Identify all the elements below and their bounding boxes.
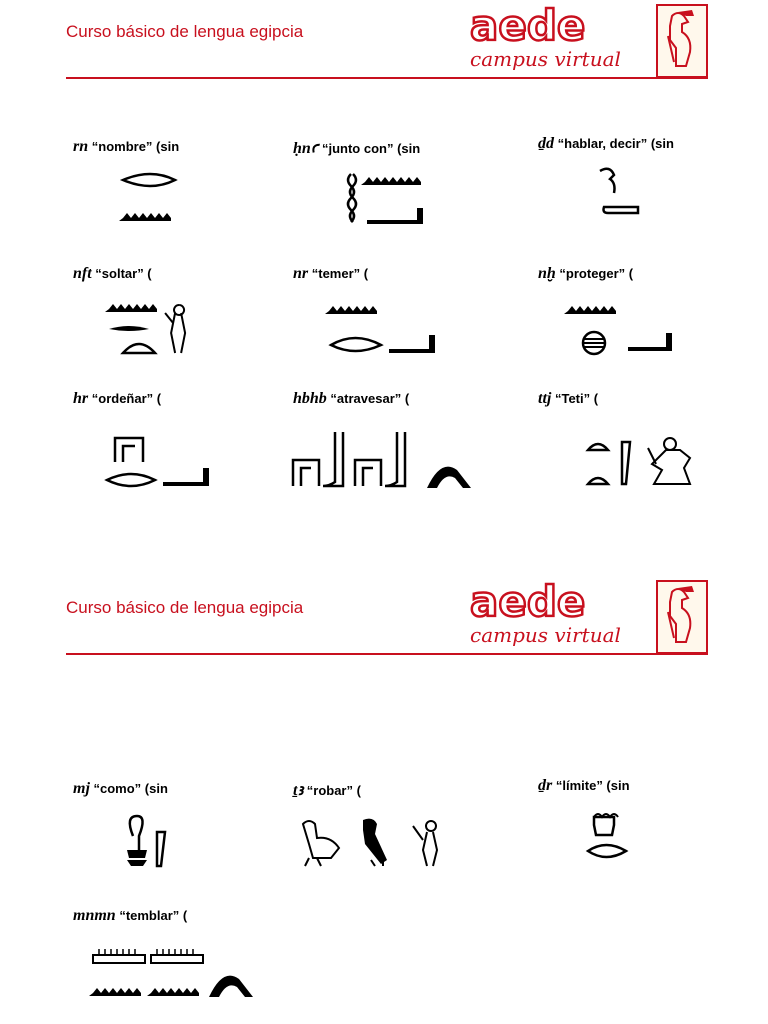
transliteration: nḫ — [538, 265, 556, 282]
transliteration: mnmn — [73, 907, 116, 924]
transliteration: rn — [73, 138, 89, 155]
vocab-entry — [293, 138, 493, 248]
gloss: “atravesar” ( — [330, 391, 410, 406]
gloss: “soltar” ( — [95, 266, 152, 281]
page-header-1 — [0, 0, 768, 80]
gloss: “temer” ( — [311, 266, 369, 281]
vocab-entry — [293, 390, 493, 500]
hieroglyph-group-icon — [73, 160, 213, 240]
vocab-entry — [538, 265, 738, 375]
page-header-2 — [0, 576, 768, 656]
aede-logo — [470, 0, 650, 70]
hieroglyph-group-icon — [293, 160, 433, 240]
logo-main-text: aede — [470, 1, 586, 50]
vocab-entry — [538, 135, 738, 245]
hieroglyph-group-icon — [293, 287, 433, 367]
transliteration: ṯꜣ — [293, 782, 304, 799]
vocab-entry — [293, 265, 493, 375]
transliteration: ttj — [538, 390, 552, 407]
header-title: Curso básico de lengua egipcia — [66, 598, 304, 617]
hieroglyph-group-icon — [73, 287, 213, 367]
gloss: “límite” (sin — [555, 778, 630, 793]
transliteration: nft — [73, 265, 92, 282]
transliteration: ḏr — [538, 777, 553, 794]
hieroglyph-group-icon — [293, 412, 493, 502]
transliteration: hbhb — [293, 390, 327, 407]
scribe-logo-icon — [656, 580, 708, 654]
scribe-logo-icon — [656, 4, 708, 78]
logo-sub-text: campus virtual — [470, 47, 621, 70]
vocab-entry — [73, 907, 273, 1017]
hieroglyph-group-icon — [538, 412, 698, 502]
hieroglyph-group-icon — [73, 802, 213, 882]
transliteration: mj — [73, 780, 90, 797]
header-rule — [66, 653, 708, 655]
vocab-entry — [538, 390, 738, 500]
vocab-entry — [73, 265, 273, 375]
gloss: “ordeñar” ( — [91, 391, 162, 406]
vocab-entry — [538, 777, 738, 887]
vocab-entry — [73, 780, 273, 890]
transliteration: hr — [73, 390, 89, 407]
vocab-entry — [73, 390, 273, 500]
transliteration: nr — [293, 265, 309, 282]
hieroglyph-group-icon — [538, 157, 678, 237]
gloss: “robar” ( — [306, 783, 361, 798]
gloss: “Teti” ( — [554, 391, 599, 406]
logo-sub-text: campus virtual — [470, 623, 621, 646]
logo-main-text: aede — [470, 577, 586, 626]
hieroglyph-group-icon — [538, 287, 678, 367]
hieroglyph-group-icon — [538, 799, 678, 879]
gloss: “proteger” ( — [559, 266, 634, 281]
hieroglyph-group-icon — [293, 802, 473, 882]
gloss: “hablar, decir” (sin — [557, 136, 674, 151]
gloss: “nombre” (sin — [91, 139, 180, 154]
gloss: “junto con” (sin — [321, 141, 421, 156]
transliteration: ḥnꜥ — [293, 140, 319, 157]
vocab-entry — [293, 780, 493, 890]
gloss: “como” (sin — [93, 781, 168, 796]
gloss: “temblar” ( — [119, 908, 188, 923]
transliteration: ḏd — [538, 135, 554, 152]
aede-logo — [470, 576, 650, 646]
header-rule — [66, 77, 708, 79]
hieroglyph-group-icon — [73, 412, 233, 502]
hieroglyph-group-icon — [73, 929, 273, 1009]
vocab-entry — [73, 138, 273, 248]
header-title: Curso básico de lengua egipcia — [66, 22, 304, 41]
